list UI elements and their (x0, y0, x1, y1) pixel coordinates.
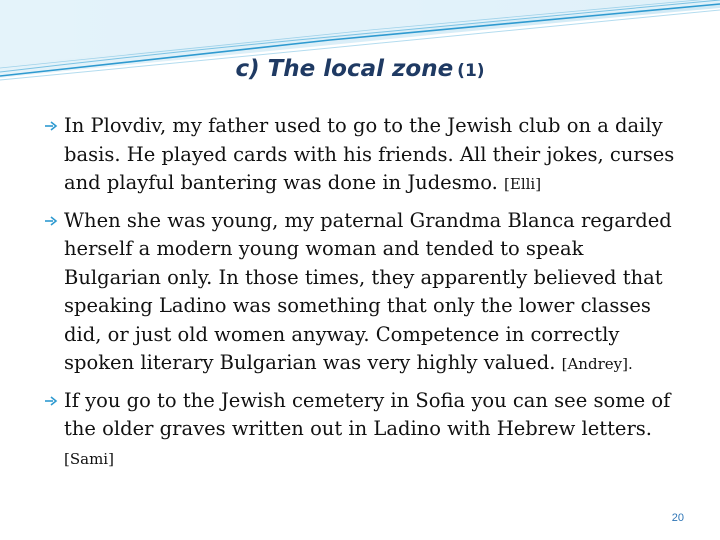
bullet-item-elli (42, 112, 682, 199)
bullet-list (42, 112, 682, 481)
bullet-text: When she was young, my paternal Grandma Blanca regarded herself a modern young woman and tended to speak Bulgarian only. In those times, they apparently believed that speaking Ladino was something that only the lower classes did, or just old women anyway. Competence in correctly spoken literary Bulgarian was very highly valued. (64, 208, 672, 374)
title-suffix: (1) (457, 61, 485, 81)
arrow-bullet-icon (44, 120, 58, 132)
bullet-text: In Plovdiv, my father used to go to the Jewish club on a daily basis. He played cards with his friends. All their jokes, curses and playful bantering was done in Judesmo. (64, 114, 675, 194)
bullet-text: If you go to the Jewish cemetery in Sofia you can see some of the older graves written out in Ladino with Hebrew letters. (64, 388, 671, 440)
bullet-item-andrey (42, 207, 682, 379)
arrow-bullet-icon (44, 215, 58, 227)
slide-title (0, 56, 720, 82)
bullet-attribution: [Andrey]. (561, 355, 633, 373)
page-number: 20 (671, 512, 684, 524)
title-text: c) The local zone (235, 56, 454, 82)
bullet-attribution: [Sami] (64, 449, 114, 468)
bullet-attribution: [Elli] (504, 175, 542, 193)
bullet-item-sami (42, 387, 682, 474)
arrow-bullet-icon (44, 395, 58, 407)
